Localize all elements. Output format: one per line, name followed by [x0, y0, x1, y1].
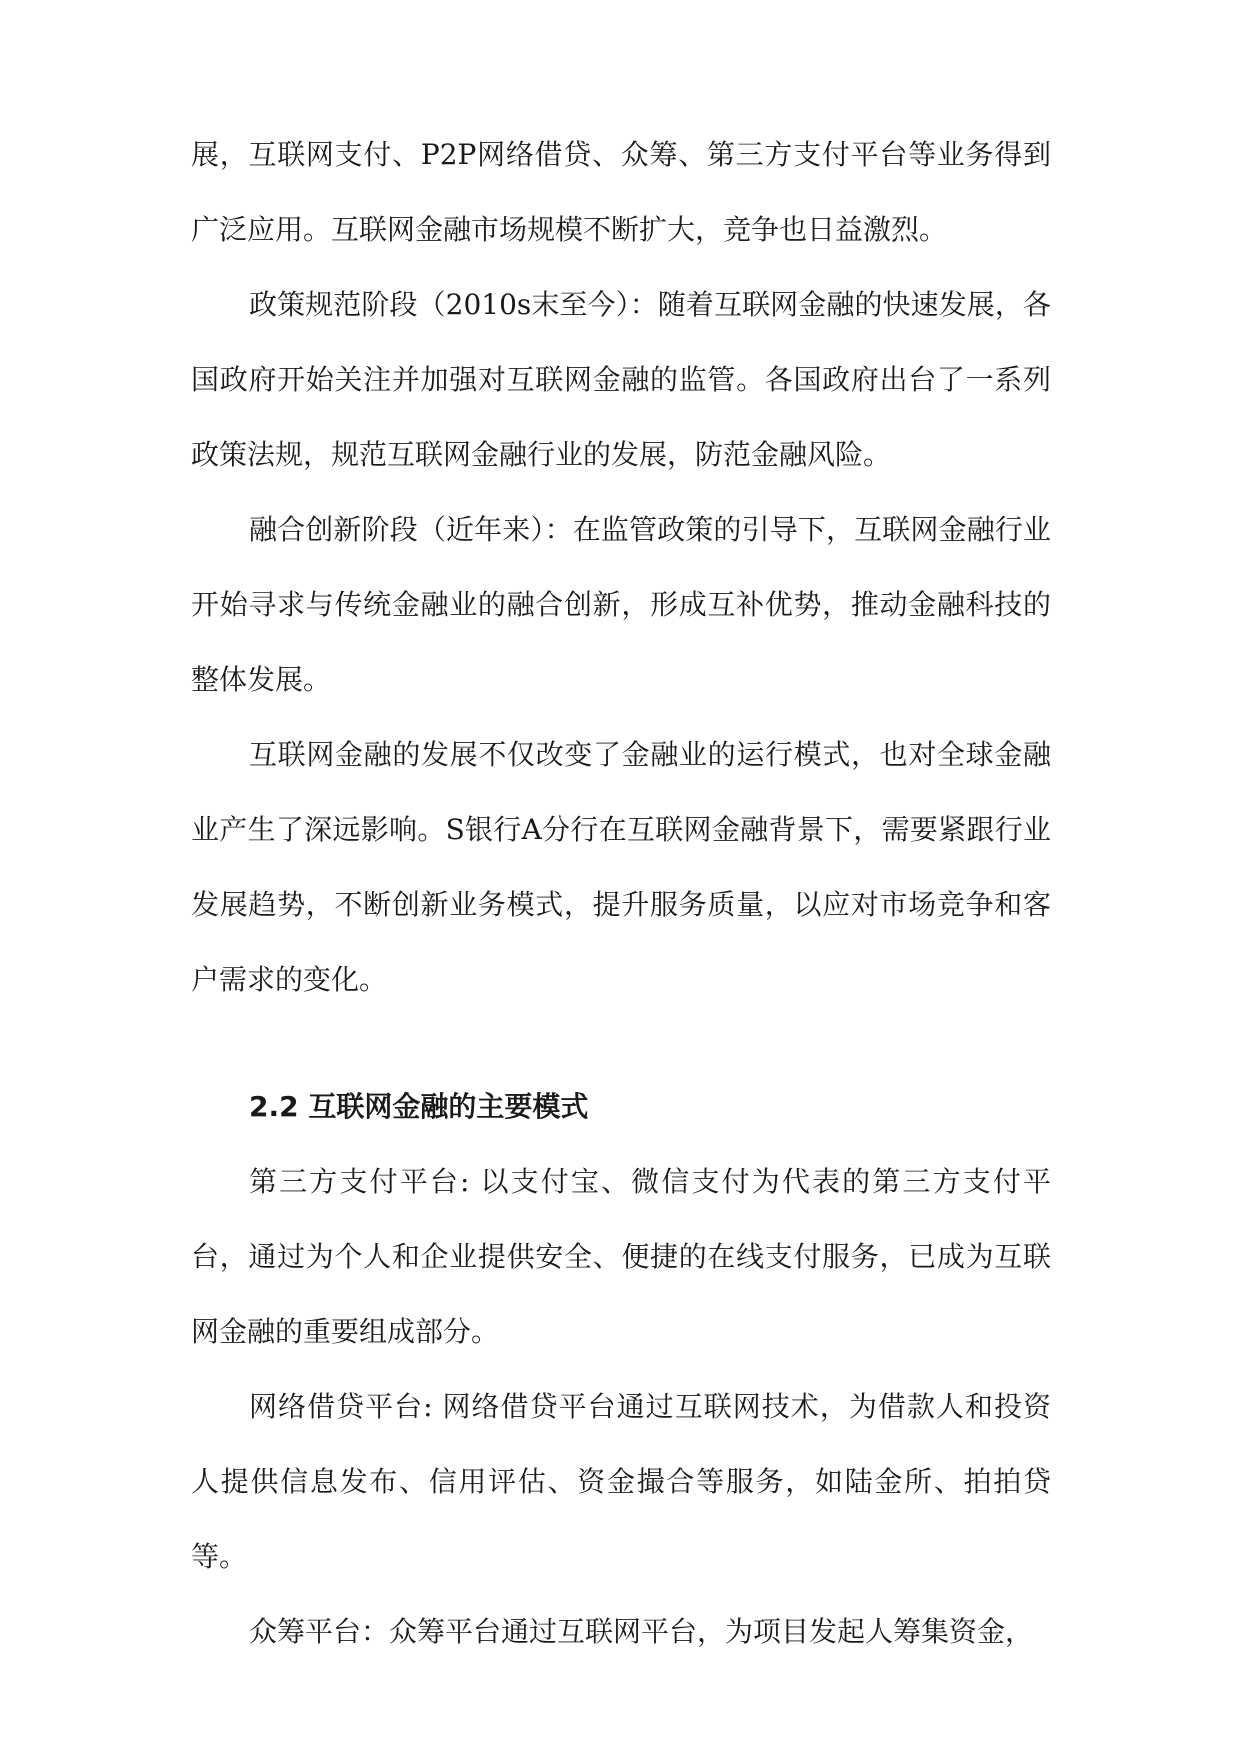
paragraph-crowdfunding: 众筹平台：众筹平台通过互联网平台，为项目发起人筹集资金，: [249, 1615, 1034, 1648]
paragraph-impact: 互联网金融的发展不仅改变了金融业的运行模式，也对全球金融业产生了深远影响。S银行A分行在互联网金融背景下，需要紧跟行业发展趋势，不断创新业务模式，提升服务质量，以应对市场竞争和客户需求的变化。: [191, 738, 1051, 996]
body-text-lower: [191, 1069, 1051, 1669]
paragraph-online-lending: 网络借贷平台: 网络借贷平台通过互联网技术，为借款人和投资人提供信息发布、信用评估、资金撮合等服务，如陆金所、拍拍贷等。: [191, 1390, 1051, 1573]
paragraph-third-party-payment: 第三方支付平台: 以支付宝、微信支付为代表的第三方支付平台，通过为个人和企业提供安全、便捷的在线支付服务，已成为互联网金融的重要组成部分。: [191, 1165, 1051, 1348]
paragraph-policy-stage: 政策规范阶段（2010s末至今）：随着互联网金融的快速发展，各国政府开始关注并加强对互联网金融的监管。各国政府出台了一系列政策法规，规范互联网金融行业的发展，防范金融风险。: [191, 288, 1051, 471]
body-text-upper: [191, 117, 1051, 1017]
section-heading: 2.2 互联网金融的主要模式: [249, 1090, 589, 1123]
paragraph-continuation: 展，互联网支付、P2P网络借贷、众筹、第三方支付平台等业务得到广泛应用。互联网金融市场规模不断扩大，竞争也日益激烈。: [191, 138, 1051, 246]
paragraph-innovation-stage: 融合创新阶段（近年来）：在监管政策的引导下，互联网金融行业开始寻求与传统金融业的融合创新，形成互补优势，推动金融科技的整体发展。: [191, 513, 1051, 696]
